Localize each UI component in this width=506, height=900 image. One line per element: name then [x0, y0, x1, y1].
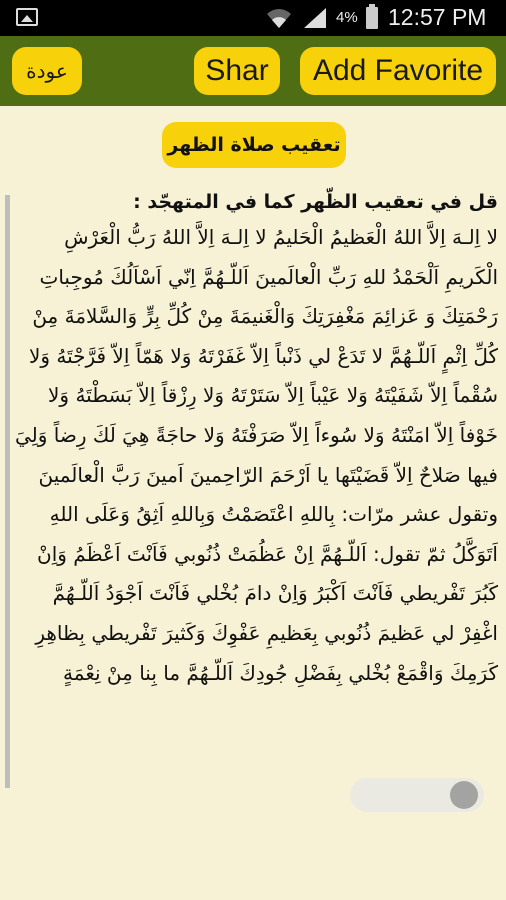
status-bar [0, 0, 506, 36]
paragraph-1: لا اِلـهَ اِلاَّ اللهُ الْعَظيمُ الْحَليمُ لا اِلـهَ اِلاَّ اللهُ رَبُّ الْعَرْشِ الْكَريمِ اَلْحَمْدُ للهِ رَبِّ الْعالَمينَ اَللّـهُمَّ اِنّي اَسْاَلُكَ مُوجِباتِ رَحْمَتِكَ وَ عَزائِمَ مَغْفِرَتِكَ وَالْغَنيمَةَ مِنْ كُلِّ بِرٍّ وَالسَّلامَةَ مِنْ كُلِّ اِثْمٍ اَللّـهُمَّ لا تَدَعْ لي ذَنْباً اِلاّ غَفَرْتَهُ وَلا هَمّاً اِلاّ فَرَّجْتَهُ وَلا سُقْماً اِلاّ شَفَيْتَهُ وَلا عَيْباً اِلاّ سَتَرْتَهُ وَلا رِزْقاً اِلاّ بَسَطْتَهُ وَلا خَوْفاً اِلاّ امَنْتَهُ وَلا سُوءاً اِلاّ صَرَفْتَهُ وَلا حاجَةً هِيَ لَكَ رِضاً وَلِيَ فيها صَلاحٌ اِلاّ قَضَيْتَها يا اَرْحَمَ الرّاحِمينَ اَمينَ رَبَّ الْعالَمينَ [14, 225, 498, 487]
battery-percent: 4% [336, 9, 358, 26]
image-notification-icon [16, 8, 38, 26]
add-favorite-button[interactable]: Add Favorite [300, 47, 496, 95]
signal-icon [302, 6, 328, 30]
page-title: تعقيب صلاة الظهر [162, 122, 346, 168]
prayer-text [14, 184, 498, 830]
zoom-handle-icon[interactable] [450, 781, 478, 809]
scrollbar[interactable] [5, 195, 10, 788]
section-heading: قل في تعقيب الظّهر كما في المتهجّد : [133, 191, 498, 213]
share-button[interactable]: Shar [194, 47, 280, 95]
zoom-control[interactable] [350, 778, 484, 812]
paragraph-2: وتقول عشر مرّات: بِاللهِ اعْتَصَمْتُ وَبِاللهِ اَثِقُ وَعَلَى اللهِ اَتَوَكَّلُ ثمّ تقول: اَللّـهُمَّ اِنْ عَظُمَتْ ذُنُوبي فَاَنْتَ اَعْظَمُ وَاِنْ كَبُرَ تَفْريطي فَاَنْتَ اَكْبَرُ وَاِنْ دامَ بُخْلي فَاَنْتَ اَجْوَدُ اَللّـهُمَّ اغْفِرْ لي عَظيمَ ذُنُوبي بِعَظيمِ عَفْوِكَ وَكَثيرَ تَفْريطي بِظاهِرِ كَرَمِكَ وَاقْمَعْ بُخْلي بِفَضْلِ جُودِكَ اَللّـهُمَّ ما بِنا مِنْ نِعْمَةٍ [35, 502, 498, 685]
clock: 12:57 PM [388, 4, 487, 30]
toolbar [0, 36, 506, 106]
back-button[interactable]: عودة [12, 47, 82, 95]
wifi-icon [266, 6, 292, 30]
battery-icon [366, 7, 378, 29]
